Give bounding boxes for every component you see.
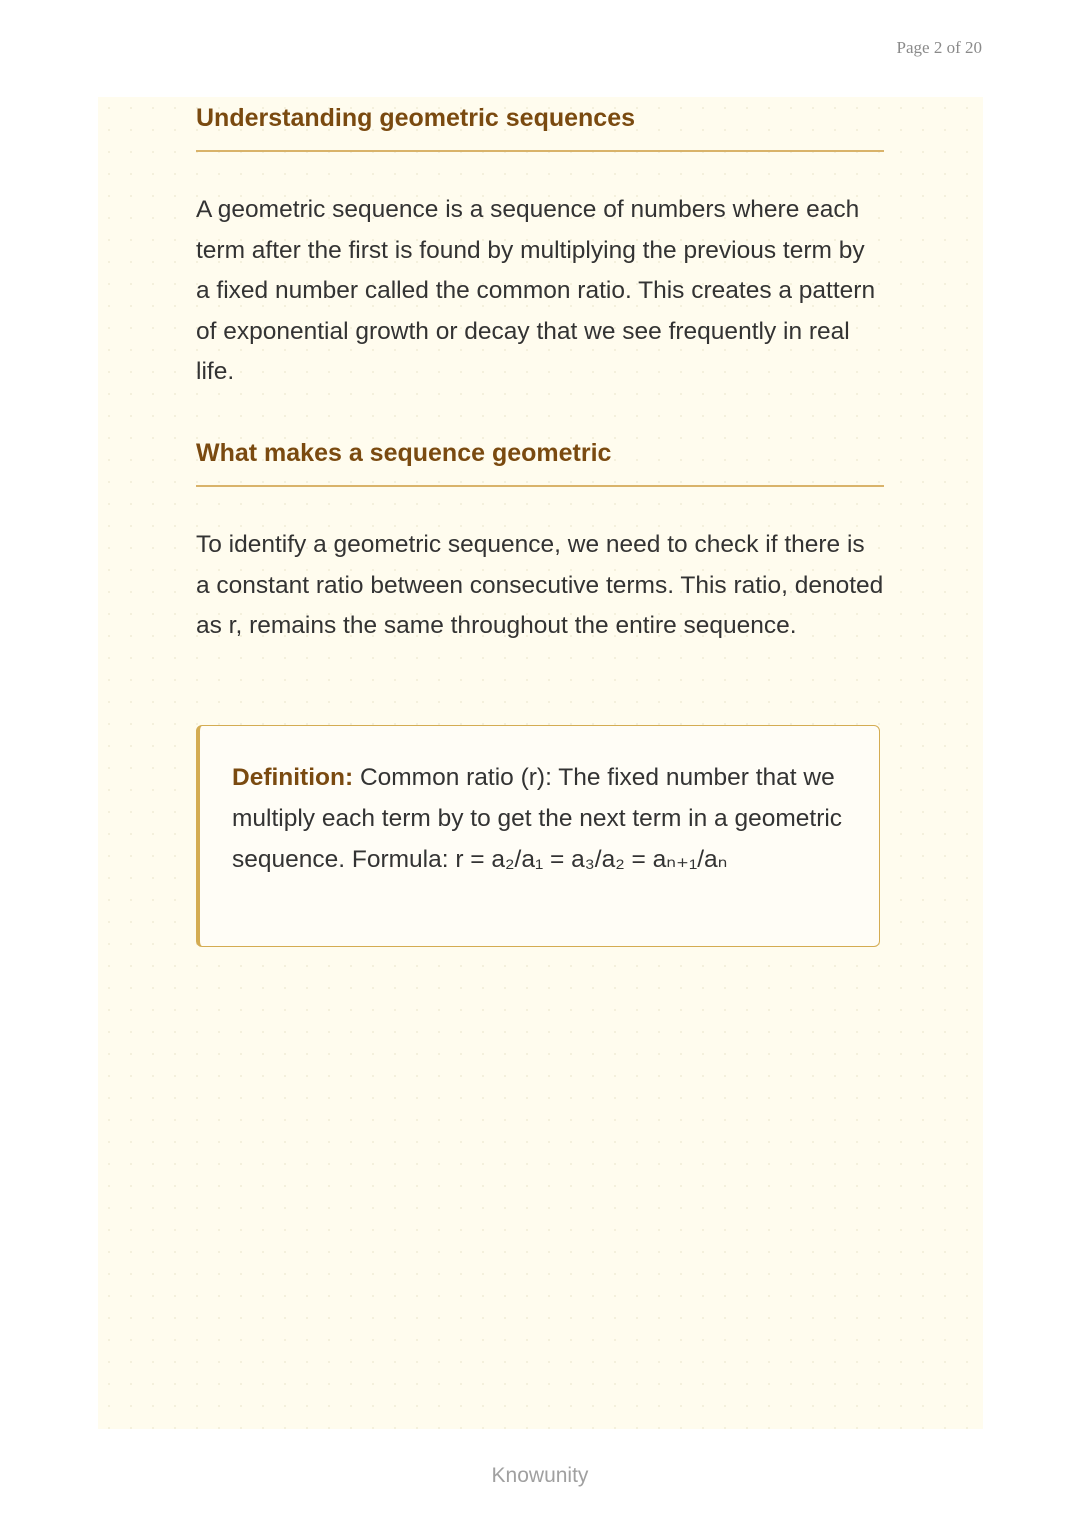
definition-text	[232, 758, 857, 880]
definition-body: Common ratio (r): The fixed number that we multiply each term by to get the next term in a geometric sequence. Formula: r = a₂/a₁ = a₃/a₂ = aₙ₊₁/aₙ	[232, 764, 843, 873]
page-paper	[98, 97, 983, 1429]
definition-label: Definition:	[232, 764, 354, 791]
definition-box	[196, 725, 880, 947]
section-paragraph: To identify a geometric sequence, we need to check if there is a constant ratio between consecutive terms. This ratio, denoted as r, remains the same throughout the entire sequence.	[196, 531, 884, 640]
section-paragraph: A geometric sequence is a sequence of numbers where each term after the first is found by multiplying the previous term by a fixed number called the common ratio. This creates a pattern of exponential growth or decay that we see frequently in real life.	[196, 196, 876, 386]
heading-divider	[196, 485, 884, 487]
heading-divider	[196, 150, 884, 152]
section-heading: Understanding geometric sequences	[196, 104, 636, 132]
page-number: Page 2 of 20	[896, 38, 982, 57]
footer-brand: Knowunity	[491, 1464, 589, 1487]
section-heading: What makes a sequence geometric	[196, 439, 612, 467]
